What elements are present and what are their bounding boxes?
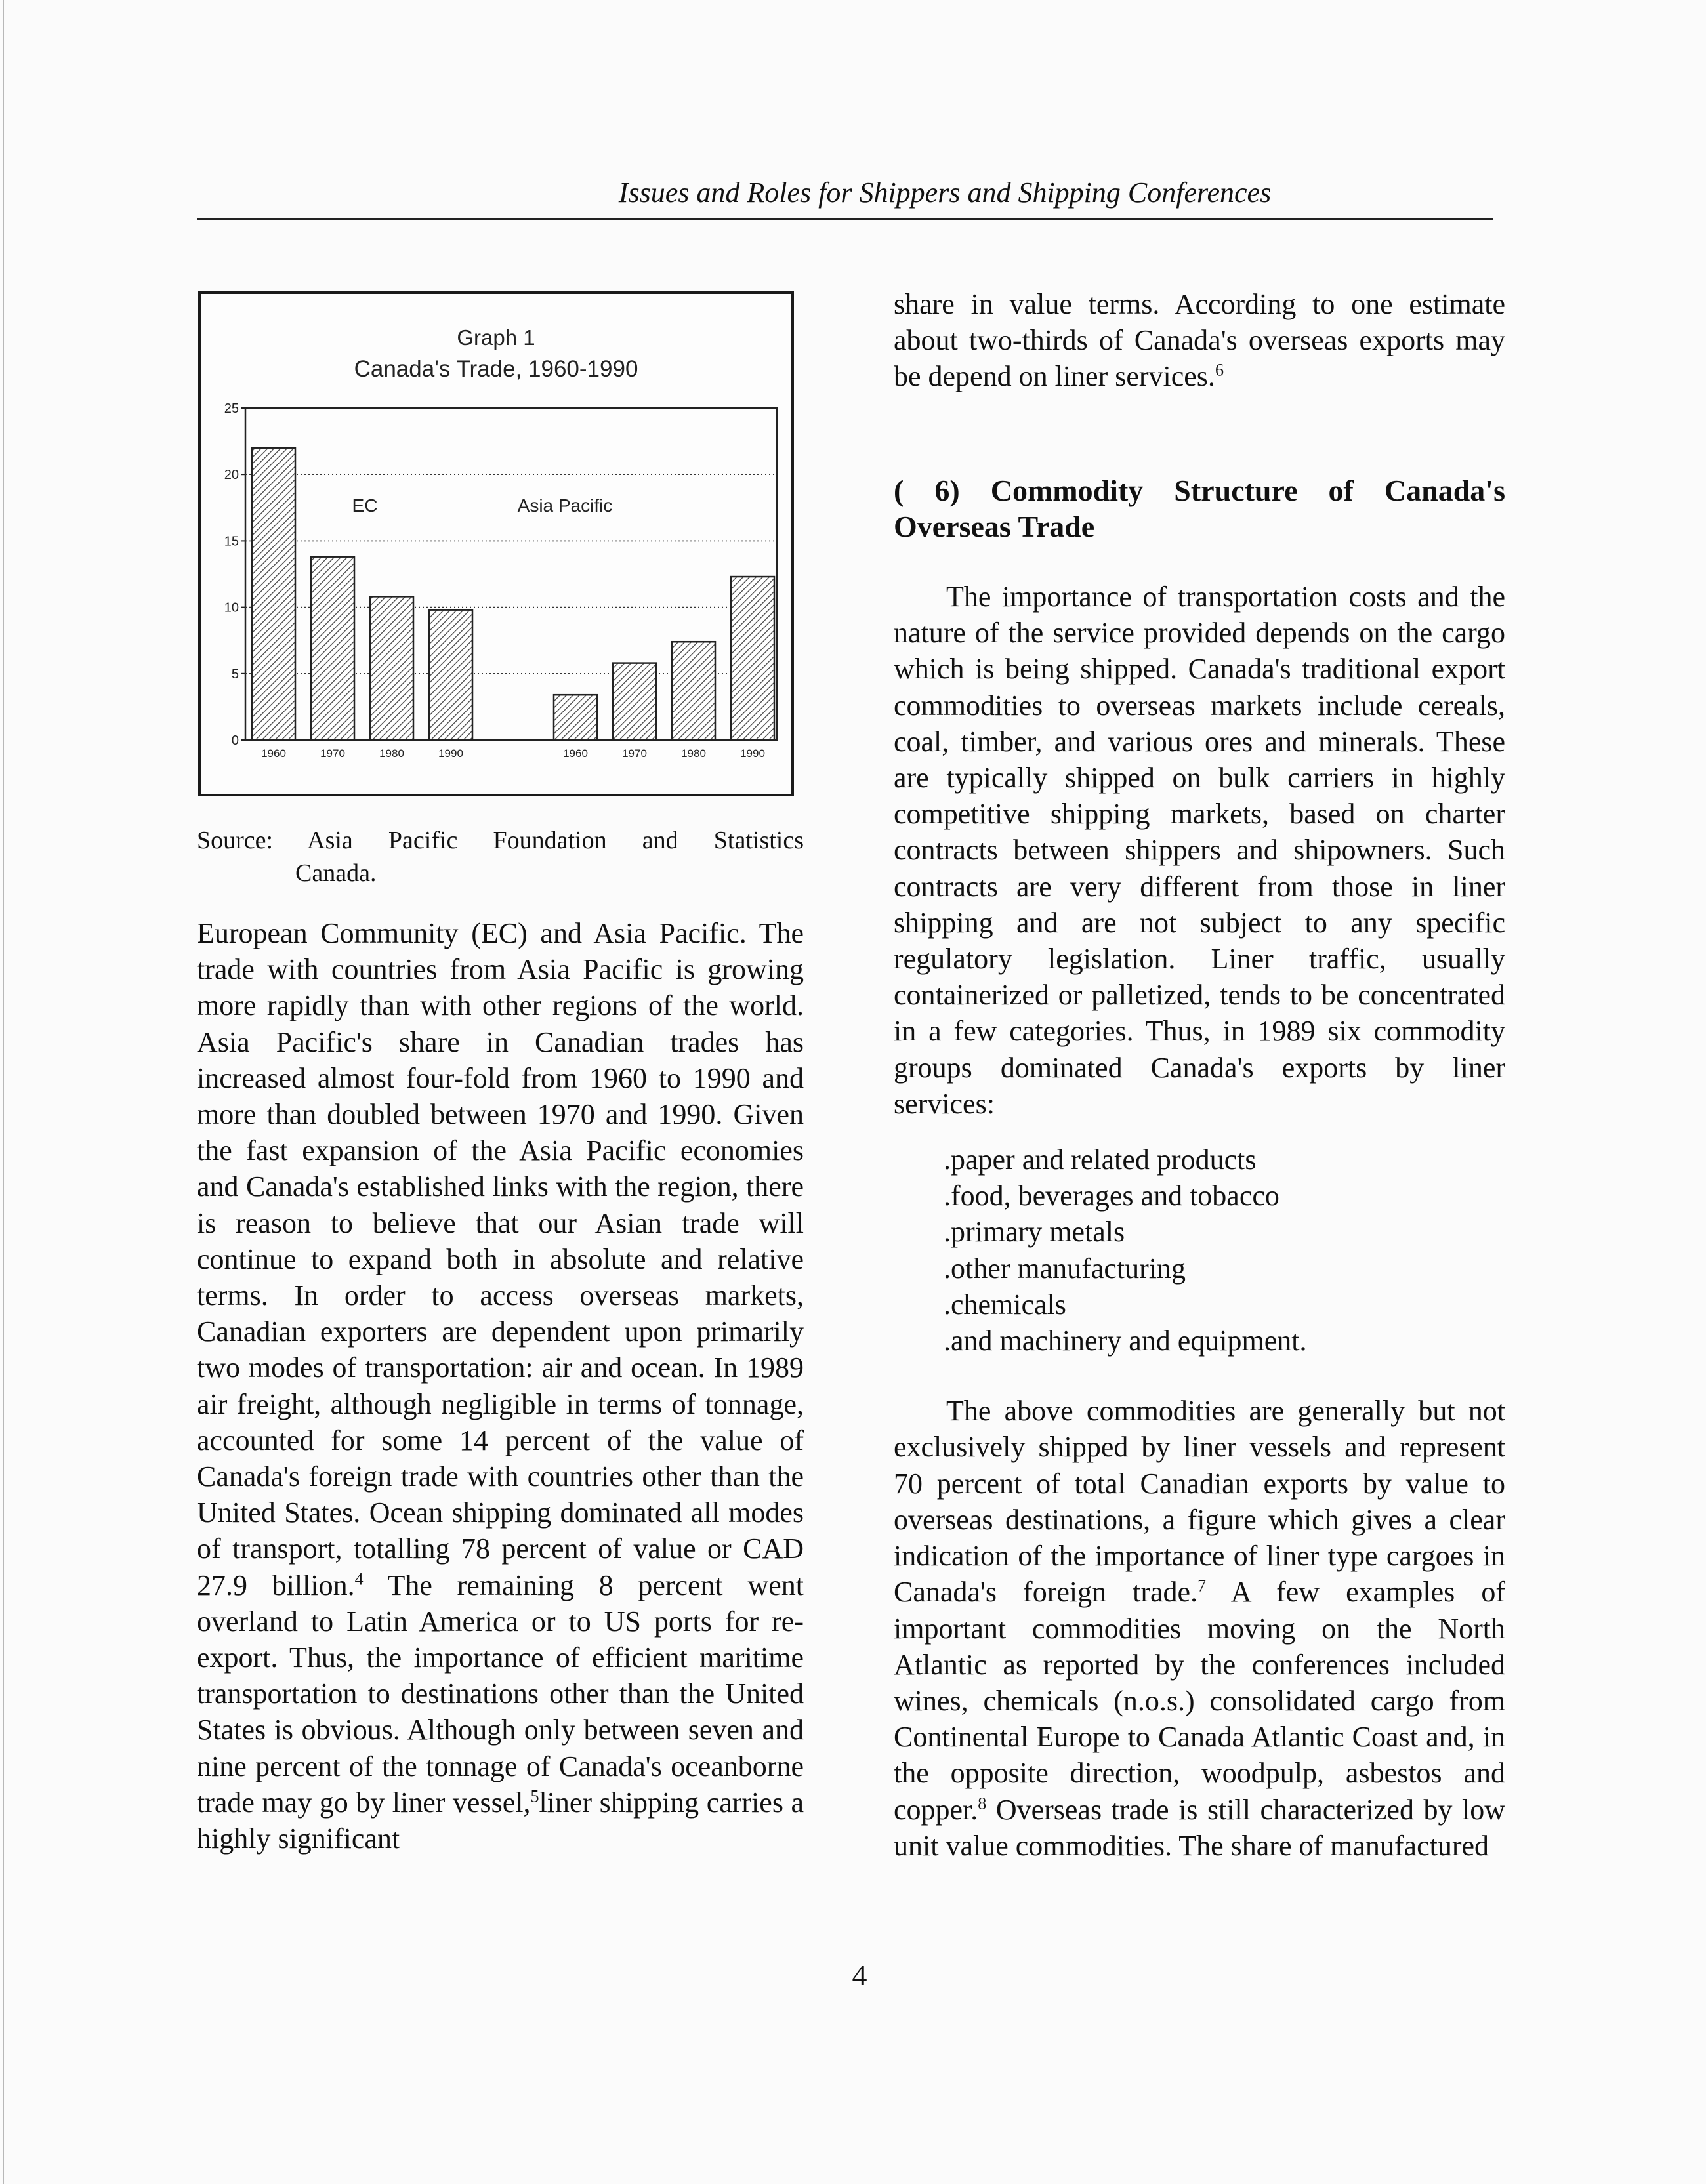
bar-asia-pacific-1970: [613, 663, 656, 740]
left-paragraph-continued: The remaining 8 percent went overland to Latin America or to US ports for re-export. Thus, the importance of efficient maritime transportation to destinations other than the United States is obvious. Although only between seven and nine percent of the tonnage of Canada's oceanborne trade may go by liner vessel,: [197, 1569, 804, 1819]
x-tick-label: 1970: [320, 747, 345, 760]
y-tick-label: 20: [224, 468, 239, 483]
y-tick-label: 25: [224, 402, 239, 416]
y-tick-label: 5: [231, 667, 239, 682]
bar-ec-1970: [311, 557, 354, 740]
footnote-ref-7: 7: [1197, 1576, 1207, 1596]
y-tick-label: 15: [224, 534, 239, 549]
graph-1-figure: [198, 291, 794, 796]
paragraph-2-text: The above commodities are generally but not exclusively shipped by liner vessels and represent 70 percent of total Canadian exports by value to overseas destinations, a figure which gives a clear indication of the importance of liner type cargoes in Canada's foreign trade.: [894, 1395, 1505, 1609]
bar-asia-pacific-1960: [554, 695, 597, 740]
running-header: Issues and Roles for Shippers and Shipping Conferences: [618, 176, 1272, 209]
x-tick-label: 1980: [681, 747, 706, 760]
figure-source: [197, 824, 804, 890]
left-paragraph: European Community (EC) and Asia Pacific. The trade with countries from Asia Pacific is growing more rapidly than with other regions of the world. Asia Pacific's share in Canadian trades has increased almost four-fold from 1960 to 1990 and more than doubled between 1970 and 1990. Given the fast expansion of the Asia Pacific economies and Canada's established links with the region, there is reason to believe that our Asian trade will continue to expand both in absolute and relative terms. In order to access overseas markets, Canadian exporters are dependent upon primarily two modes of transportation: air and ocean. In 1989 air freight, although negligible in terms of tonnage, accounted for some 14 percent of the value of Canada's foreign trade with countries other than the United States. Ocean shipping dominated all modes of transport, totalling 78 percent of value or CAD 27.9 billion.: [197, 917, 804, 1601]
footnote-ref-8: 8: [978, 1793, 987, 1813]
source-label: Source:: [197, 827, 274, 854]
x-tick-label: 1980: [379, 747, 404, 760]
left-column: [197, 915, 804, 1857]
graph-title: Canada's Trade, 1960-1990: [354, 356, 638, 382]
footnote-ref-4: 4: [354, 1569, 364, 1588]
y-tick-label: 0: [231, 733, 239, 748]
x-tick-label: 1990: [740, 747, 765, 760]
list-item: .primary metals: [944, 1216, 1125, 1248]
paragraph-2-continued: A few examples of important commodities moving on the North Atlantic as reported by the conferences included wines, chemicals (n.o.s.) consolidated cargo from Continental Europe to Canada Atlantic Coast and, in the opposite direction, woodpulp, asbestos and copper.: [894, 1576, 1505, 1826]
commodity-list: [894, 1142, 1505, 1359]
bar-chart: [201, 294, 791, 794]
bar-ec-1990: [429, 610, 472, 740]
right-column: [894, 286, 1505, 1864]
list-item: .paper and related products: [944, 1144, 1257, 1176]
continuation-paragraph: [894, 286, 1505, 395]
list-item: .and machinery and equipment.: [944, 1325, 1307, 1357]
bar-ec-1980: [370, 596, 413, 740]
list-item: .food, beverages and tobacco: [944, 1180, 1280, 1212]
chart-layer: [224, 402, 777, 760]
x-tick-label: 1990: [438, 747, 463, 760]
continuation-text: share in value terms. According to one estimate about two-thirds of Canada's overseas exports may be depend on liner services.: [894, 288, 1505, 393]
group-label-asia-pacific: Asia Pacific: [517, 495, 613, 516]
y-tick-label: 10: [224, 600, 239, 615]
x-tick-label: 1970: [622, 747, 647, 760]
left-paragraph-end: liner shipping carries a highly significant: [197, 1786, 804, 1855]
list-item: .chemicals: [944, 1288, 1066, 1321]
page-number: 4: [852, 1958, 867, 1992]
footnote-ref-5: 5: [530, 1786, 539, 1806]
group-label-ec: EC: [352, 495, 378, 516]
bar-asia-pacific-1990: [731, 577, 774, 740]
header-rule: [197, 218, 1493, 220]
graph-label: Graph 1: [457, 325, 535, 350]
commodity-paragraph-2: [894, 1393, 1505, 1864]
x-tick-label: 1960: [563, 747, 588, 760]
scan-edge-line: [3, 0, 4, 2184]
bar-ec-1960: [252, 448, 295, 740]
x-tick-label: 1960: [261, 747, 286, 760]
source-line-1: [197, 824, 804, 857]
commodity-paragraph-1: The importance of transportation costs and the nature of the service provided depends on the cargo which is being shipped. Canada's traditional export commodities to overseas markets include cereals, coal, timber, and various ores and minerals. These are typically shipped on bulk carriers in highly competitive shipping markets, based on charter contracts between shippers and shipowners. Such contracts are very different from those in liner shipping and are not subject to any specific regulatory legislation. Liner traffic, usually containerized or palletized, tends to be concentrated in a few categories. Thus, in 1989 six commodity groups dominated Canada's exports by liner services:: [894, 581, 1505, 1120]
bar-asia-pacific-1980: [672, 642, 715, 740]
footnote-ref-6: 6: [1215, 360, 1224, 380]
source-text: Asia Pacific Foundation and Statistics: [307, 827, 804, 854]
source-line-2: Canada.: [295, 859, 377, 887]
section-heading: ( 6) Commodity Structure of Canada's Overseas Trade: [894, 473, 1505, 543]
paragraph-2-end: Overseas trade is still characterized by low unit value commodities. The share of manufactured: [894, 1793, 1505, 1862]
list-item: .other manufacturing: [944, 1252, 1186, 1285]
